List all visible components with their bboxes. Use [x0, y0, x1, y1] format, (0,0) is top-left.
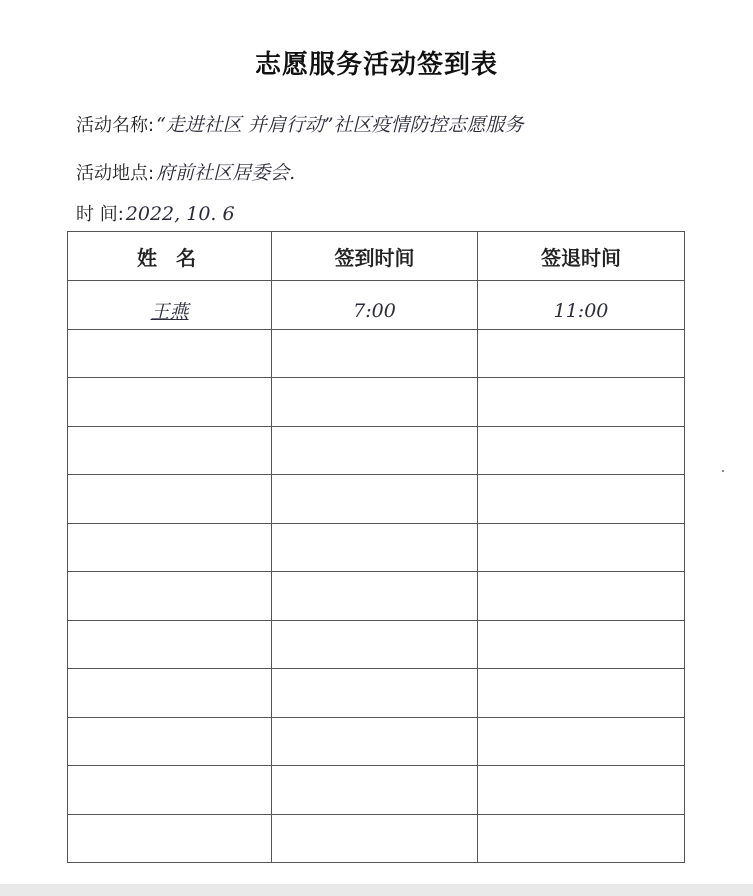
name-cell[interactable]	[68, 717, 272, 766]
header-sign-in-time: 签到时间	[272, 232, 478, 281]
table-row	[68, 572, 685, 621]
table-row	[68, 620, 685, 669]
time-label: 时 间:	[76, 204, 124, 225]
name-cell[interactable]	[68, 329, 272, 378]
table-row	[68, 426, 685, 475]
name-cell[interactable]	[68, 620, 272, 669]
activity-name-value: “走进社区 并肩行动”社区疫情防控志愿服务	[156, 114, 524, 136]
activity-name-label: 活动名称:	[76, 115, 155, 136]
sign-out-time-cell[interactable]	[478, 329, 685, 378]
sign-out-time-cell[interactable]	[478, 378, 685, 427]
sign-in-time-cell[interactable]	[272, 378, 478, 427]
scan-speck	[722, 470, 724, 472]
location-value: 府前社区居委会.	[156, 162, 296, 184]
header-sign-out-time: 签退时间	[478, 232, 685, 281]
sign-out-time-cell[interactable]	[478, 814, 685, 863]
name-cell[interactable]	[68, 814, 272, 863]
sign-in-time-cell[interactable]	[272, 523, 478, 572]
activity-name-field	[76, 110, 524, 137]
location-label: 活动地点:	[76, 163, 155, 184]
sign-out-time-cell[interactable]	[478, 669, 685, 718]
sign-out-time-cell[interactable]	[478, 281, 685, 330]
table-header-row	[68, 232, 685, 281]
table-row	[68, 475, 685, 524]
sign-out-time-cell[interactable]	[478, 475, 685, 524]
name-cell[interactable]	[68, 426, 272, 475]
sign-in-time-cell[interactable]	[272, 475, 478, 524]
sign-in-time-cell[interactable]	[272, 426, 478, 475]
sign-in-time-cell[interactable]	[272, 669, 478, 718]
table-row	[68, 669, 685, 718]
name-cell[interactable]	[68, 281, 272, 330]
table-row	[68, 281, 685, 330]
location-field	[76, 158, 295, 185]
sign-in-time-cell[interactable]	[272, 281, 478, 330]
sign-out-time-cell[interactable]	[478, 620, 685, 669]
sign-out-time-cell[interactable]	[478, 766, 685, 815]
sign-in-time-cell[interactable]	[272, 717, 478, 766]
name-cell[interactable]	[68, 378, 272, 427]
sign-in-time-cell[interactable]	[272, 572, 478, 621]
sign-in-time-cell[interactable]	[272, 766, 478, 815]
table-row	[68, 378, 685, 427]
name-cell[interactable]	[68, 523, 272, 572]
sign-out-time-cell[interactable]	[478, 523, 685, 572]
sign-in-time-cell-value: 7:00	[353, 299, 396, 322]
sign-in-time-cell[interactable]	[272, 814, 478, 863]
sign-out-time-cell[interactable]	[478, 717, 685, 766]
page-title: 志愿服务活动签到表	[254, 50, 498, 80]
name-cell-value: 王燕	[150, 301, 189, 324]
sign-in-time-cell[interactable]	[272, 329, 478, 378]
name-cell[interactable]	[68, 766, 272, 815]
sign-out-time-cell[interactable]	[478, 426, 685, 475]
name-cell[interactable]	[68, 572, 272, 621]
time-value: 2022, 10. 6	[125, 203, 235, 225]
sign-out-time-cell[interactable]	[478, 572, 685, 621]
table-row	[68, 329, 685, 378]
table-row	[68, 523, 685, 572]
sign-in-table	[67, 231, 685, 863]
table-row	[68, 766, 685, 815]
name-cell[interactable]	[68, 475, 272, 524]
table-row	[68, 717, 685, 766]
sign-in-time-cell[interactable]	[272, 620, 478, 669]
bottom-strip	[0, 884, 753, 896]
table-row	[68, 814, 685, 863]
header-name: 姓 名	[68, 232, 272, 281]
sign-out-time-cell-value: 11:00	[553, 299, 609, 322]
name-cell[interactable]	[68, 669, 272, 718]
time-field	[76, 200, 235, 226]
